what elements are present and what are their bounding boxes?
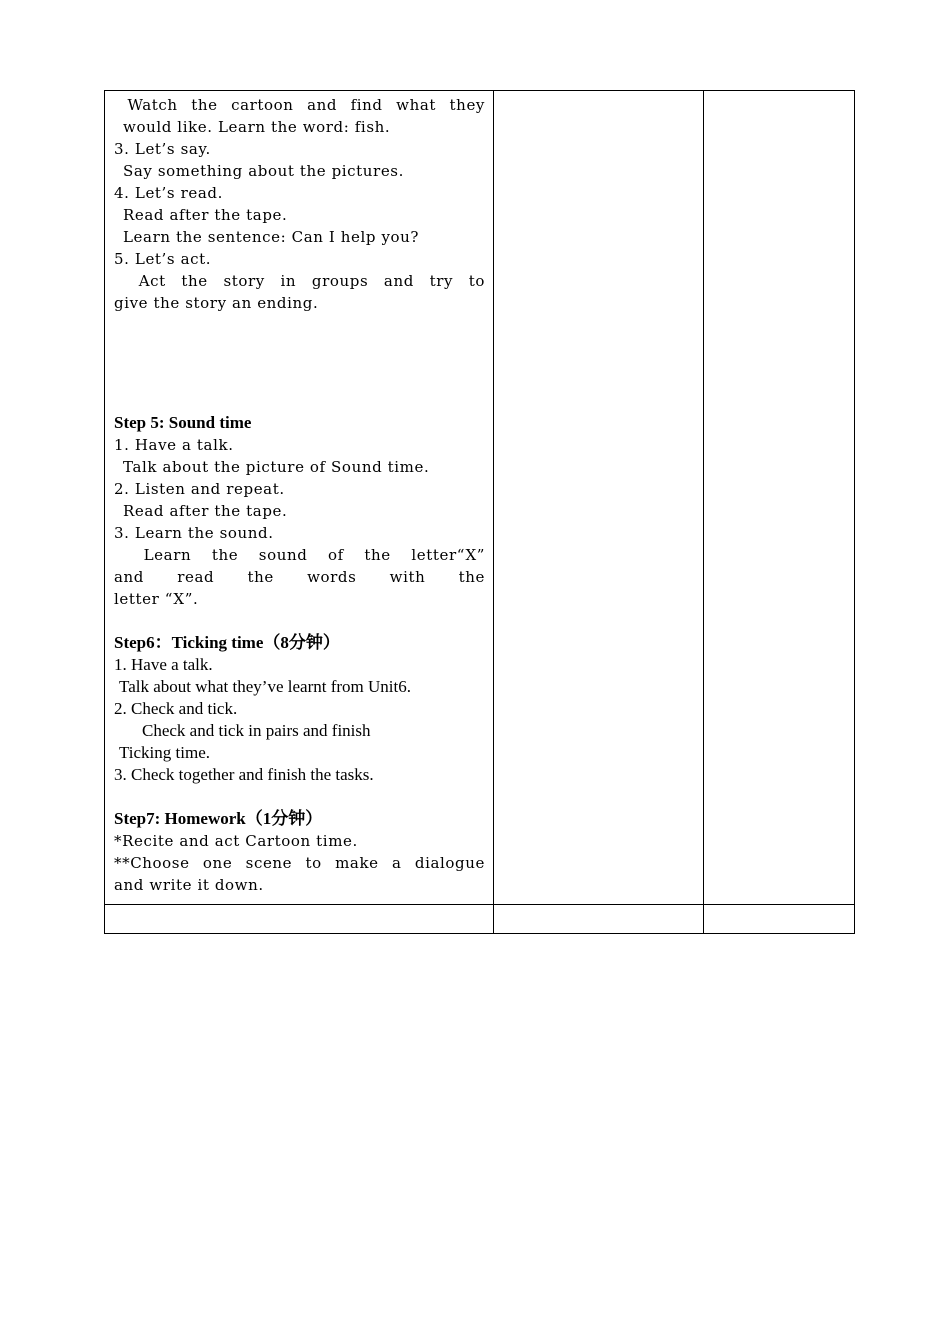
step5-item-3-text-3: letter “X”. [114, 590, 199, 608]
step5-item-1-text: Talk about the picture of Sound time. [123, 458, 430, 476]
lets-read-heading: 4. Let’s read. [114, 184, 223, 202]
step5-item-2-text: Read after the tape. [123, 502, 288, 520]
student-activity-cell [494, 91, 704, 905]
step5-title: Step 5: Sound time [114, 413, 252, 432]
lets-act-text-2: give the story an ending. [114, 294, 319, 312]
table-row [105, 91, 855, 905]
step6-item-2-text-1: Check and tick in pairs and finish [142, 721, 371, 740]
step5-item-1: 1. Have a talk. [114, 436, 234, 454]
empty-cell [494, 905, 704, 934]
lets-read-text-1: Read after the tape. [123, 206, 288, 224]
step6-item-3: 3. Check together and finish the tasks. [114, 765, 374, 784]
procedure-cell [105, 91, 494, 905]
step6-item-2-text-2: Ticking time. [119, 743, 210, 762]
notes-cell [704, 91, 855, 905]
step6-item-1: 1. Have a talk. [114, 655, 213, 674]
cartoon-line-2: would like. Learn the word: fish. [123, 118, 391, 136]
step6-item-1-text: Talk about what they’ve learnt from Unit6. [119, 677, 411, 696]
lets-act-text-1: Act the story in groups and try to [123, 272, 485, 290]
step7-item-2a: **Choose one scene to make a dialogue [114, 854, 485, 872]
table-row [105, 905, 855, 934]
step5-item-3-text-2: and read the words with the [114, 568, 485, 586]
step6-item-2: 2. Check and tick. [114, 699, 238, 718]
empty-cell [704, 905, 855, 934]
step5-item-3: 3. Learn the sound. [114, 524, 274, 542]
step7-item-2b: and write it down. [114, 876, 264, 894]
step5-item-3-text-1: Learn the sound of the letter“X” [123, 546, 485, 564]
step5-item-2: 2. Listen and repeat. [114, 480, 285, 498]
lets-act-heading: 5. Let’s act. [114, 250, 212, 268]
step7-title: Step7: Homework（1分钟） [114, 809, 323, 828]
lets-say-text: Say something about the pictures. [123, 162, 404, 180]
lets-say-heading: 3. Let’s say. [114, 140, 211, 158]
lets-read-text-2: Learn the sentence: Can I help you? [123, 228, 420, 246]
step6-title: Step6：Ticking time（8分钟） [114, 633, 340, 652]
cartoon-line-1: Watch the cartoon and find what they [114, 96, 485, 114]
step7-item-1: *Recite and act Cartoon time. [114, 832, 358, 850]
empty-cell [105, 905, 494, 934]
lesson-plan-table [104, 90, 855, 934]
